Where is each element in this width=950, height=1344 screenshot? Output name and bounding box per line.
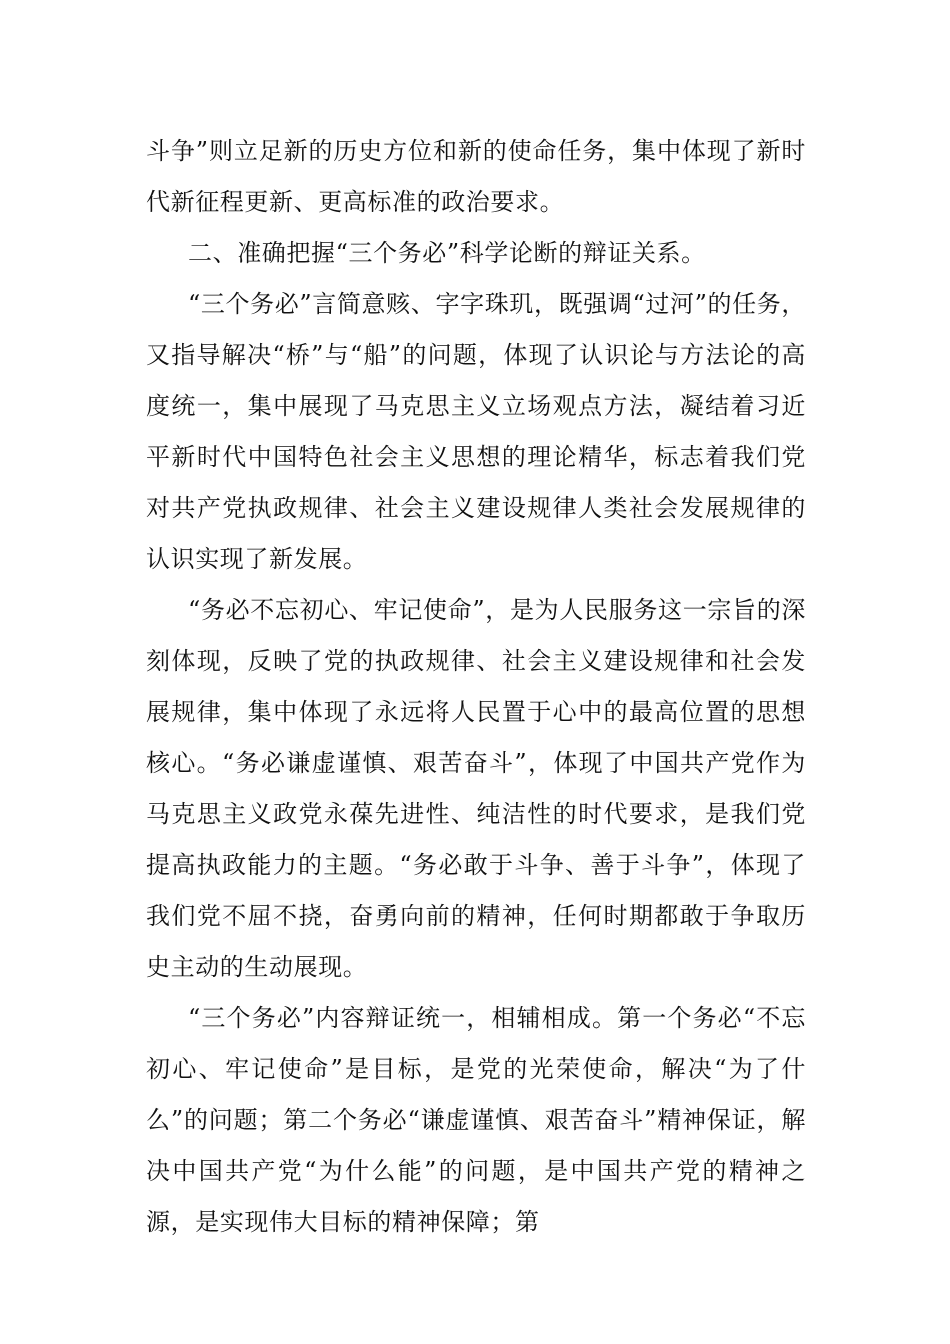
- paragraph: “三个务必”内容辩证统一，相辅相成。第一个务必“不忘初心、牢记使命”是目标，是党的光荣使命，解决“为了什么”的问题；第二个务必“谦虚谨慎、艰苦奋斗”精神保证，解决中国共产党“为什么能”的问题，是中国共产党的精神之源，是实现伟大目标的精神保障；第: [146, 1004, 806, 1236]
- paragraph: “务必不忘初心、牢记使命”，是为人民服务这一宗旨的深刻体现，反映了党的执政规律、社会主义建设规律和社会发展规律，集中体现了永远将人民置于心中的最高位置的思想核心。“务必谦虚谨慎、艰苦奋斗”，体现了中国共产党作为马克思主义政党永葆先进性、纯洁性的时代要求，是我们党提高执政能力的主题。“务必敢于斗争、善于斗争”，体现了我们党不屈不挠，奋勇向前的精神，任何时期都敢于争取历史主动的生动展现。: [146, 596, 806, 981]
- document-body: [146, 126, 806, 1248]
- paragraph-continuation: 斗争”则立足新的历史方位和新的使命任务，集中体现了新时代新征程更新、更高标准的政治要求。: [146, 137, 806, 216]
- section-heading: 二、准确把握“三个务必”科学论断的辩证关系。: [188, 239, 706, 267]
- paragraph: “三个务必”言简意赅、字字珠玑，既强调“过河”的任务，又指导解决“桥”与“船”的问题，体现了认识论与方法论的高度统一，集中展现了马克思主义立场观点方法，凝结着习近平新时代中国特色社会主义思想的理论精华，标志着我们党对共产党执政规律、社会主义建设规律人类社会发展规律的认识实现了新发展。: [146, 290, 806, 573]
